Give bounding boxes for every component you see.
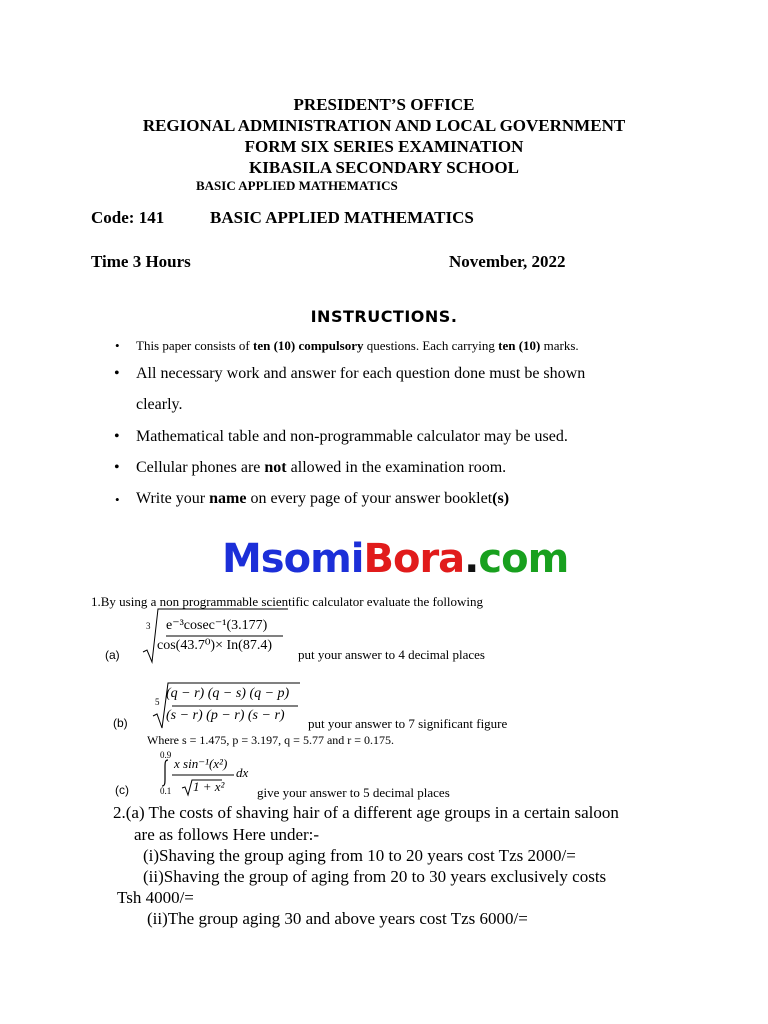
q1a-label: (a) <box>105 648 120 662</box>
q1c-dx: dx <box>236 765 249 780</box>
q1c-denominator: 1 + x² <box>193 779 225 794</box>
bullet-icon: • <box>115 338 120 353</box>
header-line-regional: REGIONAL ADMINISTRATION AND LOCAL GOVERNMENT <box>142 116 626 135</box>
q1a-radical-icon <box>140 606 290 664</box>
instruction-4-text: Cellular phones are <box>136 459 265 476</box>
bullet-icon: • <box>114 459 120 476</box>
header-line-office: PRESIDENT’S OFFICE <box>293 95 475 114</box>
q1b-given-values: Where s = 1.475, p = 3.197, q = 5.77 and r = 0.175. <box>147 733 395 747</box>
instruction-4 <box>136 459 506 477</box>
q1a-denominator: cos(43.7⁰)× In(87.4) <box>157 638 272 653</box>
q1-intro: 1.By using a non programmable scientific calculator evaluate the following <box>91 594 484 609</box>
q2-line-1: 2.(a) The costs of shaving hair of a different age groups in a certain saloon <box>113 803 619 822</box>
q2-line-4: (ii)Shaving the group of aging from 20 to 30 years exclusively costs <box>143 867 607 886</box>
header-subtitle: BASIC APPLIED MATHEMATICS <box>196 178 398 193</box>
instruction-1-emph-2: ten (10) <box>498 338 541 353</box>
q2-line-5: Tsh 4000/= <box>117 888 194 907</box>
instruction-1-text-3: marks. <box>540 338 579 353</box>
bullet-icon: • <box>114 365 120 382</box>
instruction-3: Mathematical table and non-programmable calculator may be used. <box>136 428 568 445</box>
msomibora-logo <box>222 536 568 582</box>
header-line-exam: FORM SIX SERIES EXAMINATION <box>244 137 524 156</box>
instruction-5-text: Write your <box>136 490 210 507</box>
q1b-root-index: 5 <box>155 697 160 707</box>
q1c-label: (c) <box>115 783 129 797</box>
instruction-1-text: This paper consists of <box>136 338 253 353</box>
instruction-5-emph-2: (s) <box>492 490 510 507</box>
instruction-5-emph: name <box>209 490 247 507</box>
q1a-instruction: put your answer to 4 decimal places <box>298 647 485 662</box>
q1c-instruction: give your answer to 5 decimal places <box>257 785 450 800</box>
q1b-instruction: put your answer to 7 significant figure <box>308 716 508 731</box>
instruction-4-text-2: allowed in the examination room. <box>286 459 507 476</box>
instruction-1 <box>136 338 579 354</box>
exam-duration: Time 3 Hours <box>91 252 191 271</box>
q1c-lower-limit: 0.1 <box>160 786 172 796</box>
q1a-root-index: 3 <box>146 621 151 631</box>
q1b-denominator: (s − r) (p − r) (s − r) <box>166 708 285 723</box>
exam-date: November, 2022 <box>449 252 566 271</box>
q1c-numerator: x sin⁻¹(x²) <box>174 756 228 771</box>
q1b-numerator: (q − r) (q − s) (q − p) <box>166 686 290 701</box>
bullet-icon: • <box>115 492 120 507</box>
logo-part-dot: . <box>464 536 479 582</box>
instruction-4-emph: not <box>264 459 287 476</box>
instruction-1-text-2: questions. Each carrying <box>363 338 499 353</box>
logo-part-msomi: Msomi <box>222 536 364 582</box>
instructions-title: INSTRUCTIONS. <box>310 307 458 326</box>
header-line-school: KIBASILA SECONDARY SCHOOL <box>249 158 519 177</box>
logo-part-com: com <box>478 536 569 582</box>
q2-line-6: (ii)The group aging 30 and above years cost Tzs 6000/= <box>147 909 528 928</box>
instruction-2-continued: clearly. <box>136 396 183 413</box>
q2-line-3: (i)Shaving the group aging from 10 to 20 years cost Tzs 2000/= <box>143 846 576 865</box>
instruction-5-text-2: on every page of your answer booklet <box>246 490 493 507</box>
q1b-label: (b) <box>113 716 128 730</box>
q1a-numerator: e⁻³cosec⁻¹(3.177) <box>166 618 268 633</box>
exam-code: Code: 141 <box>91 208 165 227</box>
logo-part-bora: Bora <box>363 536 465 582</box>
q2-line-2: are as follows Here under:- <box>134 825 320 844</box>
q1c-upper-limit: 0.9 <box>160 750 172 760</box>
exam-subject: BASIC APPLIED MATHEMATICS <box>210 208 474 227</box>
instruction-5 <box>136 490 509 508</box>
instruction-2: All necessary work and answer for each question done must be shown <box>136 365 586 382</box>
bullet-icon: • <box>114 428 120 445</box>
instruction-1-emph: ten (10) compulsory <box>252 338 364 353</box>
